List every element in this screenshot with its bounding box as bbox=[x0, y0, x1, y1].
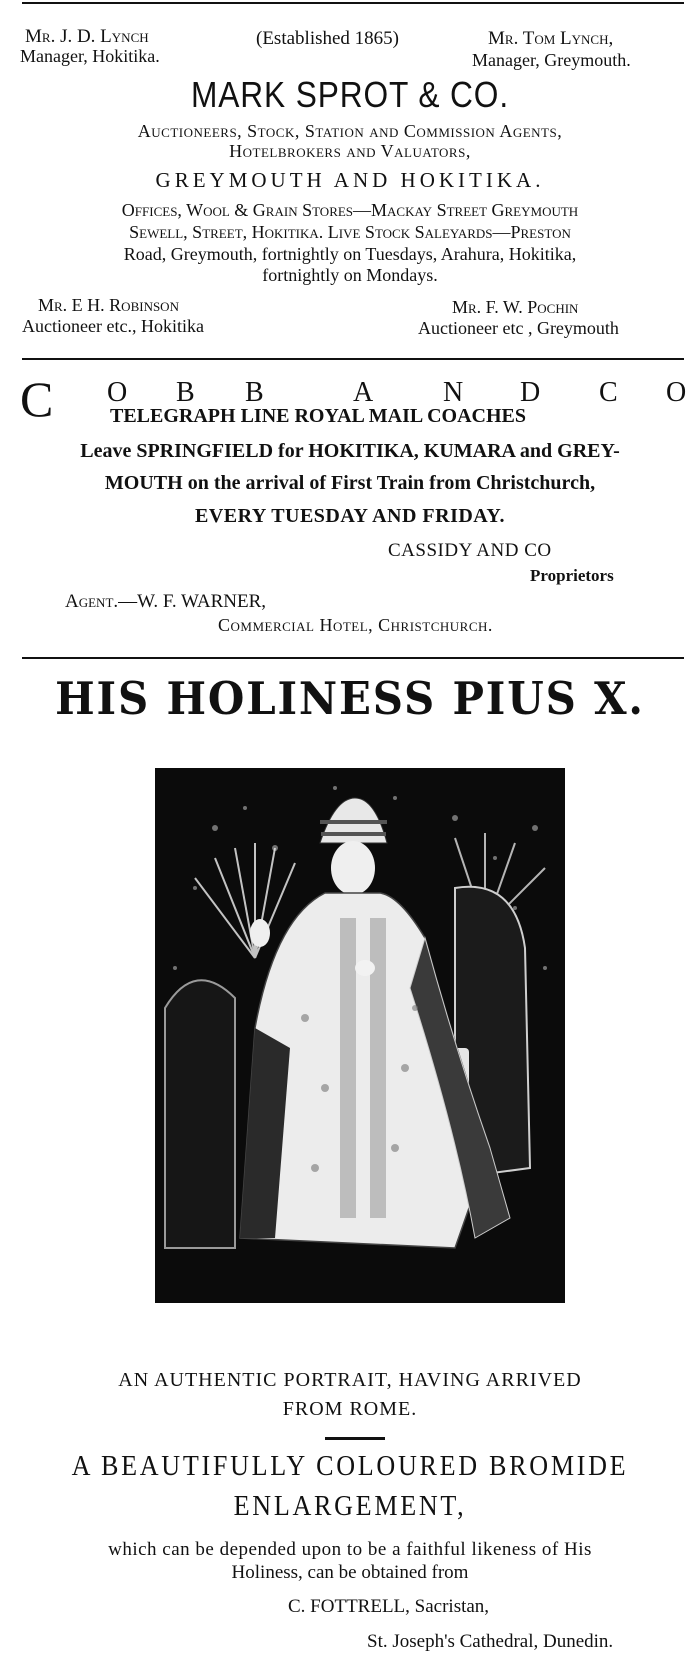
title-letter-d: D bbox=[520, 377, 541, 408]
coach-line-2: MOUTH on the arrival of First Train from Christchurch, bbox=[104, 472, 596, 494]
section-divider-2 bbox=[22, 657, 684, 659]
portrait-image bbox=[155, 768, 565, 1303]
caption-line-2: FROM ROME. bbox=[282, 1398, 418, 1420]
right-manager-role: Manager, Greymouth. bbox=[472, 50, 631, 70]
proprietor-label: Proprietors bbox=[530, 566, 614, 585]
auctioneer-right-name: Mr. F. W. Pochin bbox=[452, 297, 579, 317]
offices-line-4: fortnightly on Mondays. bbox=[262, 265, 438, 285]
services-line-2: Hotelbrokers and Valuators, bbox=[229, 141, 471, 161]
offices-line-2: Sewell, Street, Hokitika. Live Stock Saleyards—Preston bbox=[129, 222, 571, 242]
title-letter-a: A bbox=[353, 377, 374, 408]
description-line-2: Holiness, can be obtained from bbox=[231, 1562, 469, 1583]
auctioneer-right-role: Auctioneer etc , Greymouth bbox=[418, 318, 619, 338]
right-manager-name: Mr. Tom Lynch, bbox=[488, 28, 614, 49]
title-letter-b1: B bbox=[176, 377, 195, 408]
coach-subtitle: TELEGRAPH LINE ROYAL MAIL COACHES bbox=[110, 405, 527, 427]
coach-line-1: Leave SPRINGFIELD for HOKITIKA, KUMARA and GREY- bbox=[80, 440, 620, 462]
section-divider-1 bbox=[22, 358, 684, 360]
agent-line: Agent.—W. F. WARNER, bbox=[65, 591, 266, 612]
auctioneer-left-role: Auctioneer etc., Hokitika bbox=[22, 316, 204, 336]
big-initial: C bbox=[20, 371, 54, 427]
established-date: (Established 1865) bbox=[256, 28, 400, 49]
left-manager-role: Manager, Hokitika. bbox=[20, 46, 160, 66]
left-manager-name: Mr. J. D. Lynch bbox=[25, 26, 149, 47]
auctioneer-left-name: Mr. E H. Robinson bbox=[38, 295, 179, 315]
coach-line-3: EVERY TUESDAY AND FRIDAY. bbox=[194, 505, 506, 527]
title-letter-n: N bbox=[443, 377, 464, 408]
headline: HIS HOLINESS PIUS X. bbox=[55, 672, 645, 725]
agent-hotel: Commercial Hotel, Christchurch. bbox=[218, 615, 493, 635]
title-letter-b2: B bbox=[245, 377, 264, 408]
services-line-1: Auctioneers, Stock, Station and Commission Agents, bbox=[137, 121, 563, 141]
title-letter-o1: O bbox=[107, 377, 128, 408]
seller-line: C. FOTTRELL, Sacristan, bbox=[288, 1596, 490, 1617]
proprietor-name: CASSIDY AND CO bbox=[388, 540, 552, 561]
top-rule bbox=[22, 2, 684, 4]
offices-line-3: Road, Greymouth, fortnightly on Tuesdays, Arahura, Hokitika, bbox=[123, 244, 577, 264]
offer-line-2: ENLARGEMENT, bbox=[233, 1490, 467, 1522]
short-divider bbox=[325, 1437, 385, 1440]
title-letter-o2: O bbox=[666, 377, 687, 408]
offer-line-1: A BEAUTIFULLY COLOURED BROMIDE bbox=[71, 1450, 629, 1482]
seller-address: St. Joseph's Cathedral, Dunedin. bbox=[367, 1631, 614, 1652]
offices-line-1: Offices, Wool & Grain Stores—Mackay Street Greymouth bbox=[121, 200, 579, 220]
title-letter-c: C bbox=[599, 377, 618, 408]
company-name: MARK SPROT & CO. bbox=[190, 74, 510, 115]
caption-line-1: AN AUTHENTIC PORTRAIT, HAVING ARRIVED bbox=[118, 1369, 582, 1391]
towns: GREYMOUTH AND HOKITIKA. bbox=[155, 168, 545, 192]
description-line-1: which can be depended upon to be a faithful likeness of His bbox=[108, 1539, 592, 1560]
